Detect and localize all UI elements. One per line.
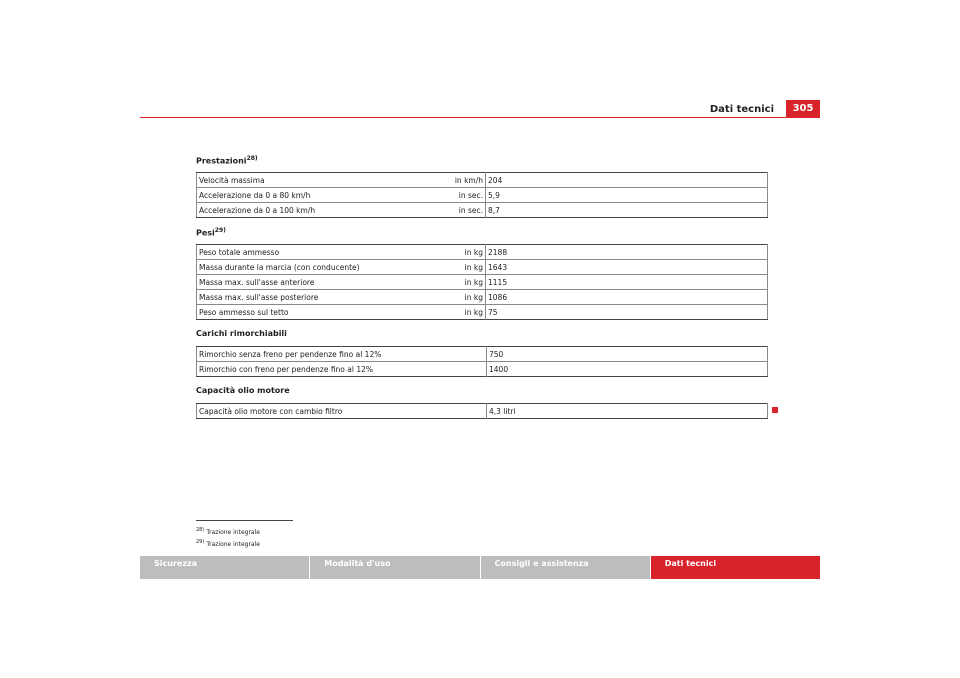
page-number: 305: [786, 100, 820, 118]
row-value: 1115: [486, 275, 768, 290]
row-label: Rimorchio con freno per pendenze fino al 12%: [197, 362, 487, 377]
row-value: 1400: [487, 362, 768, 377]
row-value: 1643: [486, 260, 768, 275]
row-label: Peso ammesso sul tetto: [197, 305, 427, 320]
section-title-pesi: [196, 227, 226, 238]
footnote-rule: [196, 520, 293, 521]
row-label: Accelerazione da 0 a 100 km/h: [197, 203, 427, 218]
row-unit: in sec.: [426, 203, 486, 218]
section-title-carichi: Carichi rimorchiabili: [196, 329, 287, 338]
nav-tab-consigli-assistenza[interactable]: Consigli e assistenza: [481, 556, 650, 579]
row-value: 75: [486, 305, 768, 320]
row-label: Capacità olio motore con cambio filtro: [197, 404, 487, 419]
row-label: Peso totale ammesso: [199, 247, 280, 257]
table-row: [197, 245, 768, 260]
row-label: Massa max. sull'asse anteriore: [197, 275, 427, 290]
row-label: Velocità massima: [199, 175, 265, 185]
row-unit: in kg: [426, 260, 486, 275]
section-title-text: Prestazioni: [196, 156, 247, 166]
row-value: 4,3 litri: [489, 406, 516, 416]
row-label: Rimorchio senza freno per pendenze fino al 12%: [197, 347, 487, 362]
table-row: [197, 305, 768, 320]
table-row: [197, 404, 768, 419]
table-row: [197, 188, 768, 203]
row-value: 2188: [488, 247, 508, 257]
row-value: 1086: [486, 290, 768, 305]
table-prestazioni: [196, 172, 768, 218]
table-row: [197, 275, 768, 290]
row-unit: in km/h: [426, 173, 486, 188]
footnote-ref: 29): [196, 539, 205, 545]
section-title-text: Pesi: [196, 228, 215, 238]
footnote-text: Trazione integrale: [206, 541, 260, 548]
table-row: [197, 173, 768, 188]
table-row: [197, 362, 768, 377]
row-unit: in kg: [426, 290, 486, 305]
table-row: [197, 260, 768, 275]
row-value: 5,9: [486, 188, 768, 203]
row-value: 204: [488, 175, 503, 185]
footnote-ref: 29): [214, 227, 226, 234]
footer-nav: [140, 556, 820, 579]
nav-tab-dati-tecnici[interactable]: Dati tecnici: [651, 556, 820, 579]
section-title-olio: Capacità olio motore: [196, 386, 290, 395]
table-carichi: [196, 346, 768, 377]
section-end-marker: [772, 407, 778, 413]
row-label: Massa max. sull'asse posteriore: [197, 290, 427, 305]
footnote-28: [196, 527, 260, 536]
row-unit: in kg: [426, 275, 486, 290]
table-row: [197, 347, 768, 362]
row-label: Accelerazione da 0 a 80 km/h: [197, 188, 427, 203]
footnote-ref: 28): [246, 155, 258, 162]
header-title: Dati tecnici: [709, 104, 774, 115]
row-unit: in kg: [426, 245, 486, 260]
header-rule: [140, 117, 820, 118]
nav-tab-sicurezza[interactable]: Sicurezza: [140, 556, 309, 579]
section-title-prestazioni: [196, 155, 258, 166]
footnote-29: [196, 539, 260, 548]
row-unit: in kg: [426, 305, 486, 320]
row-unit: in sec.: [426, 188, 486, 203]
table-olio: [196, 403, 768, 419]
table-row: [197, 203, 768, 218]
row-value: 750: [489, 349, 504, 359]
footnote-text: Trazione integrale: [206, 529, 260, 536]
table-row: [197, 290, 768, 305]
row-value: 8,7: [486, 203, 768, 218]
nav-tab-modalita-uso[interactable]: Modalità d'uso: [310, 556, 479, 579]
row-label: Massa durante la marcia (con conducente): [197, 260, 427, 275]
footnote-ref: 28): [196, 527, 205, 533]
table-pesi: [196, 244, 768, 320]
